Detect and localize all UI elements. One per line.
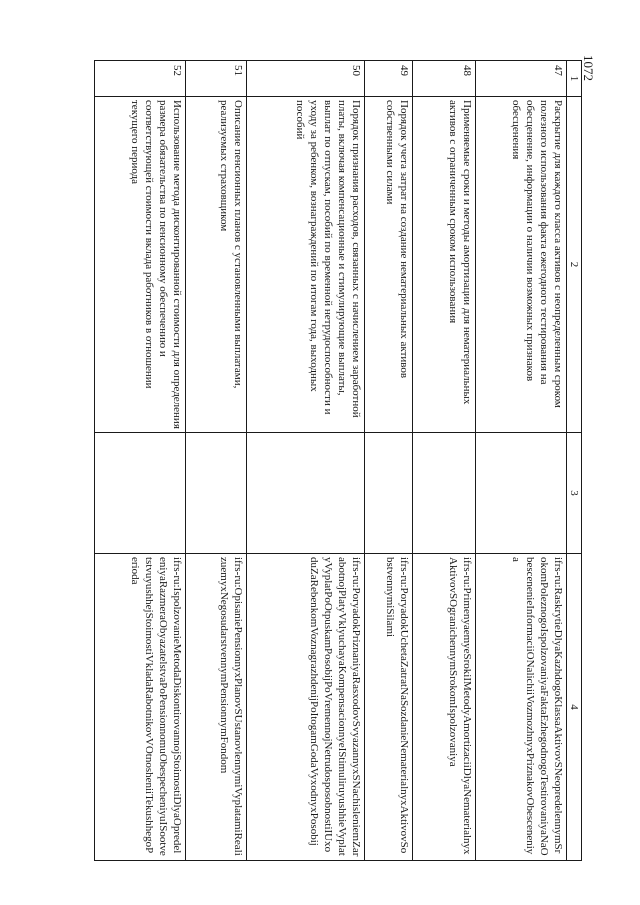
row-taxonomy-tag: ifrs-ru:PoryadokPriznaniyaRasxodovSvyazannyxSNachisleniemZarabotnojPlatyVklyuchayaKompensacionnyeIStimuliruyushhieVyplatyVyplatPoOtpuskamPosobijPoVremennojNetrudosposobnostiIUxoduZaRebenkomVoznagrazhdenijPoItogamGodaVyxodnyxPosobij [246, 554, 364, 861]
row-description: Порядок признания расходов, связанных с начислением заработной платы, включая компенсационные и стимулирующие выплаты, выплат по отпускам, пособий по временной нетрудоспособности и уходу за ребенком, вознаграждений по итогам года, выходных пособий [246, 97, 364, 433]
row-col3 [364, 433, 412, 554]
header-col-2: 2 [567, 97, 582, 433]
page-number: 1072 [581, 55, 596, 81]
row-col3 [185, 433, 246, 554]
row-taxonomy-tag: ifrs-ru:PoryadokUchetaZatratNaSozdanieNematerialnyxAktivovSobstvennymiSilami [364, 554, 412, 861]
row-taxonomy-tag: ifrs-ru:OpisaniePensionnyxPlanovSUstanovlennymiVyplatamiRealizuemyxNegosudarstvennymPensionnymFondom [185, 554, 246, 861]
accounting-policy-table [94, 60, 582, 861]
row-description: Применяемые сроки и методы амортизации для нематериальных активов с ограниченным сроком использования [413, 97, 476, 433]
table-row [185, 61, 246, 861]
row-number: 47 [476, 61, 567, 97]
table-row [476, 61, 567, 861]
row-taxonomy-tag: ifrs-ru:PrimenyaemyeSrokiIMetodyAmortizaciiDlyaNematerialnyxAktivovSOgranichennymSrokomIspolzovaniya [413, 554, 476, 861]
row-description: Порядок учета затрат на создание нематериальных активов собственными силами [364, 97, 412, 433]
header-row [567, 61, 582, 861]
row-number: 52 [95, 61, 186, 97]
row-description: Использование метода дисконтированной стоимости для определения размера обязательства по пенсионному обеспечению и соответствующей стоимости вклада работников в отношении текущего периода [95, 97, 186, 433]
table-row [95, 61, 186, 861]
table-row [413, 61, 476, 861]
rotated-table-container [94, 60, 582, 860]
row-description: Раскрытие для каждого класса активов с неопределенным сроком полезного использования факта ежегодного тестирования на обесценение, информации о наличии возможных признаков обесценения [476, 97, 567, 433]
row-number: 50 [246, 61, 364, 97]
row-col3 [246, 433, 364, 554]
row-description: Описание пенсионных планов с установленными выплатами, реализуемых страховщиком [185, 97, 246, 433]
row-col3 [413, 433, 476, 554]
table-row [364, 61, 412, 861]
header-col-3: 3 [567, 433, 582, 554]
row-taxonomy-tag: ifrs-ru:RaskrytieDlyaKazhdogoKlassaAktivovSNeopredelennymSrokomPoleznogoIspolzovaniyaFaktaEzhegodnogoTestirovaniyaNaObescenenieInformaciiONalichiiVozmozhnyxPriznakovObesceneniya [476, 554, 567, 861]
row-number: 49 [364, 61, 412, 97]
row-taxonomy-tag: ifrs-ru:IspolzovanieMetodaDiskontirovannojStoimostiDlyaOpredeleniyaRazmeraObyazatelstvaPoPensionnomuObespecheniyuISootvetstvuyushhejStoimostiVkladaRabotnikovVOtnosheniiTekushhegoPerioda [95, 554, 186, 861]
row-number: 51 [185, 61, 246, 97]
row-col3 [476, 433, 567, 554]
row-number: 48 [413, 61, 476, 97]
header-col-1: 1 [567, 61, 582, 97]
row-col3 [95, 433, 186, 554]
header-col-4: 4 [567, 554, 582, 861]
table-row [246, 61, 364, 861]
